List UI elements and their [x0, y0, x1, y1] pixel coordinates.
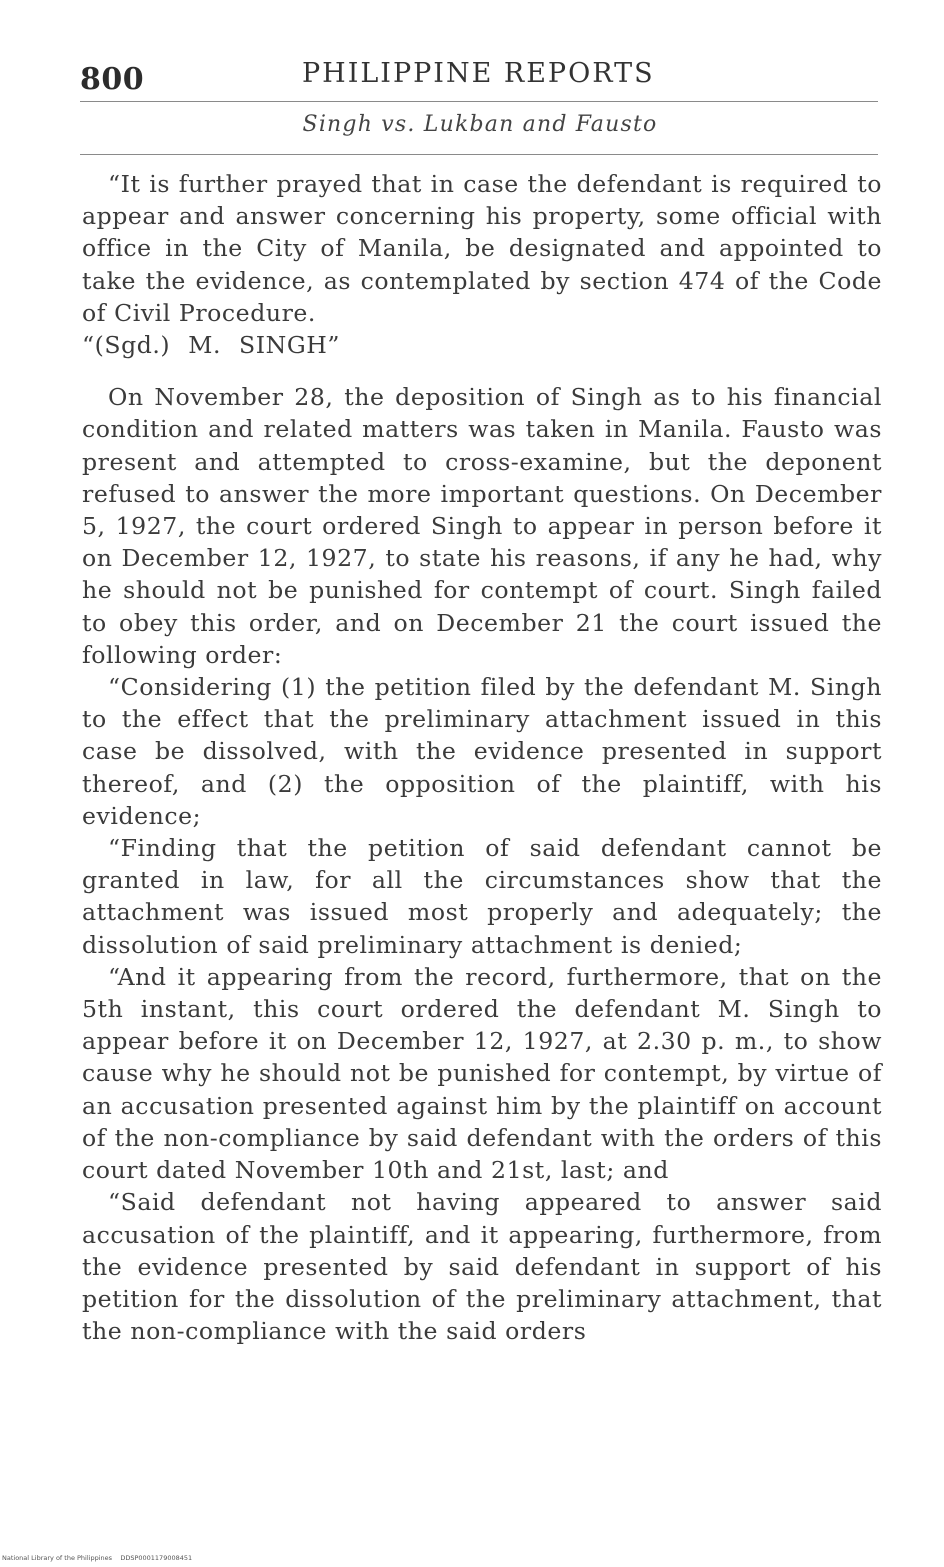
case-title: Singh vs. Lukban and Fausto: [302, 112, 658, 137]
page-header: [80, 54, 880, 102]
header-rule: [80, 101, 878, 102]
scan-footer: [2, 1554, 192, 1562]
footer-identifier: DDSP0001179008451: [120, 1554, 193, 1562]
order-appearing-paragraph: “And it appearing from the record, furthermore, that on the 5th instant, this court ordered the defendant M. Singh to appear before it on December 12, 1927, at 2.30 p. m., to show cause why he should not be punished for contempt, by virtue of an accusation presented against him by the plaintiff on account of the non-compliance by said defendant with the orders of this court dated November 10th and 21st, last; and: [82, 962, 882, 1185]
prayer-paragraph: “It is further prayed that in case the defendant is required to appear and answer concerning his property, some official with office in the City of Manila, be designated and appointed to take the evidence, as contemplated by section 474 of the Code of Civil Procedure.: [82, 170, 882, 327]
signature-line: “(Sgd.) M. SINGH”: [82, 331, 340, 360]
narrative-paragraph: On November 28, the deposition of Singh as to his financial condition and related matters was taken in Manila. Fausto was present and attempted to cross-examine, but the deponent refused to answer the more important questions. On December 5, 1927, the court ordered Singh to appear in person before it on December 12, 1927, to state his reasons, if any he had, why he should not be punished for contempt of court. Singh failed to obey this order, and on December 21 the court issued the following order:: [82, 383, 882, 669]
running-title: PHILIPPINE REPORTS: [302, 58, 655, 89]
footer-source: National Library of the Philippines: [2, 1554, 113, 1562]
case-title-rule: [80, 154, 878, 155]
order-finding-paragraph: “Finding that the petition of said defendant cannot be granted in law, for all the circumstances show that the attachment was issued most properly and adequately; the dissolution of said preliminary attachment is denied;: [82, 834, 882, 959]
page-number: 800: [80, 62, 145, 97]
order-said-defendant-paragraph: “Said defendant not having appeared to answer said accusation of the plaintiff, and it appearing, furthermore, from the evidence presented by said defendant in support of his petition for the dissolution of the preliminary attachment, that the non-compliance with the said orders: [82, 1188, 882, 1346]
body-text: [82, 168, 882, 1347]
order-considering-paragraph: “Considering (1) the petition filed by the defendant M. Singh to the effect that the preliminary attachment issued in this case be dissolved, with the evidence presented in support thereof, and (2) the opposition of the plaintiff, with his evidence;: [82, 673, 882, 830]
